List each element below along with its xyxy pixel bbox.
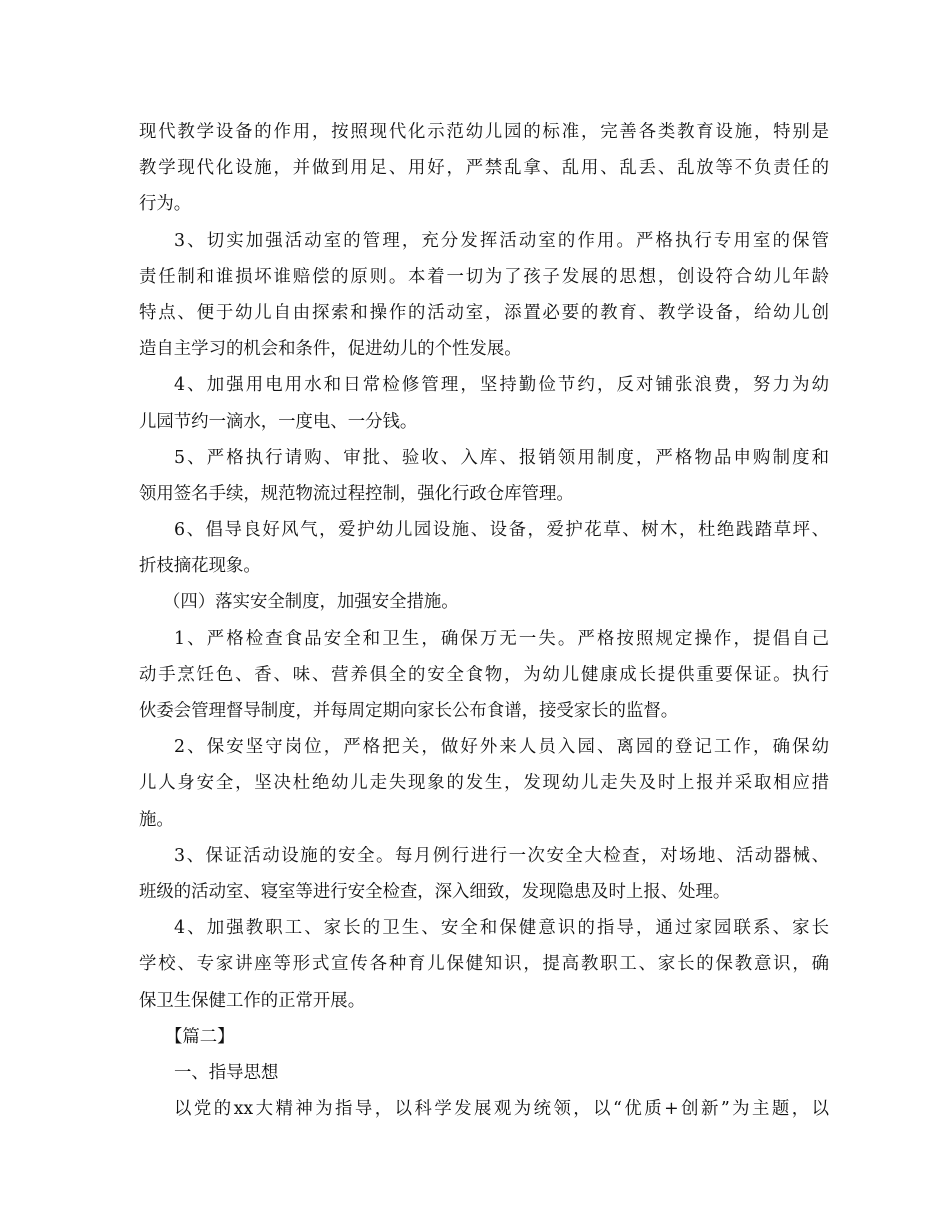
text-line: 责任制和谁损坏谁赔偿的原则。本着一切为了孩子发展的思想，创设符合幼儿年龄 xyxy=(139,266,829,287)
section-heading: （四）落实安全制度，加强安全措施。 xyxy=(163,592,459,613)
text-line: 儿园节约一滴水，一度电、一分钱。 xyxy=(139,411,418,432)
text-line: 班级的活动室、寝室等进行安全检查，深入细致，发现隐患及时上报、处理。 xyxy=(139,881,731,902)
text-line: 4、加强教职工、家长的卫生、安全和保健意识的指导，通过家园联系、家长 xyxy=(174,918,829,939)
text-line: 以党的xx大精神为指导，以科学发展观为统领，以“优质+创新”为主题，以 xyxy=(174,1099,829,1120)
text-line: 3、保证活动设施的安全。每月例行进行一次安全大检查，对场地、活动器械、 xyxy=(174,845,829,866)
text-line: 教学现代化设施，并做到用足、用好，严禁乱拿、乱用、乱丢、乱放等不负责任的 xyxy=(139,158,829,179)
text-line: 造自主学习的机会和条件，促进幼儿的个性发展。 xyxy=(139,339,522,360)
text-line: 儿人身安全，坚决杜绝幼儿走失现象的发生，发现幼儿走失及时上报并采取相应措 xyxy=(139,773,829,794)
text-line: 1、严格检查食品安全和卫生，确保万无一失。严格按照规定操作，提倡自己 xyxy=(174,628,829,649)
section-heading: 一、指导思想 xyxy=(174,1062,279,1083)
text-line: 动手烹饪色、香、味、营养俱全的安全食物，为幼儿健康成长提供重要保证。执行 xyxy=(139,664,829,685)
text-line: 现代教学设备的作用，按照现代化示范幼儿园的标准，完善各类教育设施，特别是 xyxy=(139,122,829,142)
text-line: 伙委会管理督导制度，并每周定期向家长公布食谱，接受家长的监督。 xyxy=(139,701,679,721)
text-line: 折枝摘花现象。 xyxy=(139,556,261,577)
text-line: 6、倡导良好风气，爱护幼儿园设施、设备，爱护花草、树木，杜绝践踏草坪、 xyxy=(174,520,829,541)
text-line: 3、切实加强活动室的管理，充分发挥活动室的作用。严格执行专用室的保管 xyxy=(174,230,829,251)
text-line: 施。 xyxy=(139,809,174,830)
text-line: 2、保安坚守岗位，严格把关，做好外来人员入园、离园的登记工作，确保幼 xyxy=(174,737,829,758)
text-line: 特点、便于幼儿自由探索和操作的活动室，添置必要的教育、教学设备，给幼儿创 xyxy=(139,302,829,323)
text-line: 学校、专家讲座等形式宣传各种育儿保健知识，提高教职工、家长的保教意识，确 xyxy=(139,954,829,975)
text-line: 领用签名手续，规范物流过程控制，强化行政仓库管理。 xyxy=(139,483,574,504)
text-line: 5、严格执行请购、审批、验收、入库、报销领用制度，严格物品申购制度和 xyxy=(174,447,829,468)
text-line: 保卫生保健工作的正常开展。 xyxy=(139,990,366,1011)
document-body xyxy=(139,114,829,1127)
part-heading: 【篇二】 xyxy=(165,1026,235,1047)
text-line: 行为。 xyxy=(139,194,192,215)
text-line: 4、加强用电用水和日常检修管理，坚持勤俭节约，反对铺张浪费，努力为幼 xyxy=(174,375,829,396)
